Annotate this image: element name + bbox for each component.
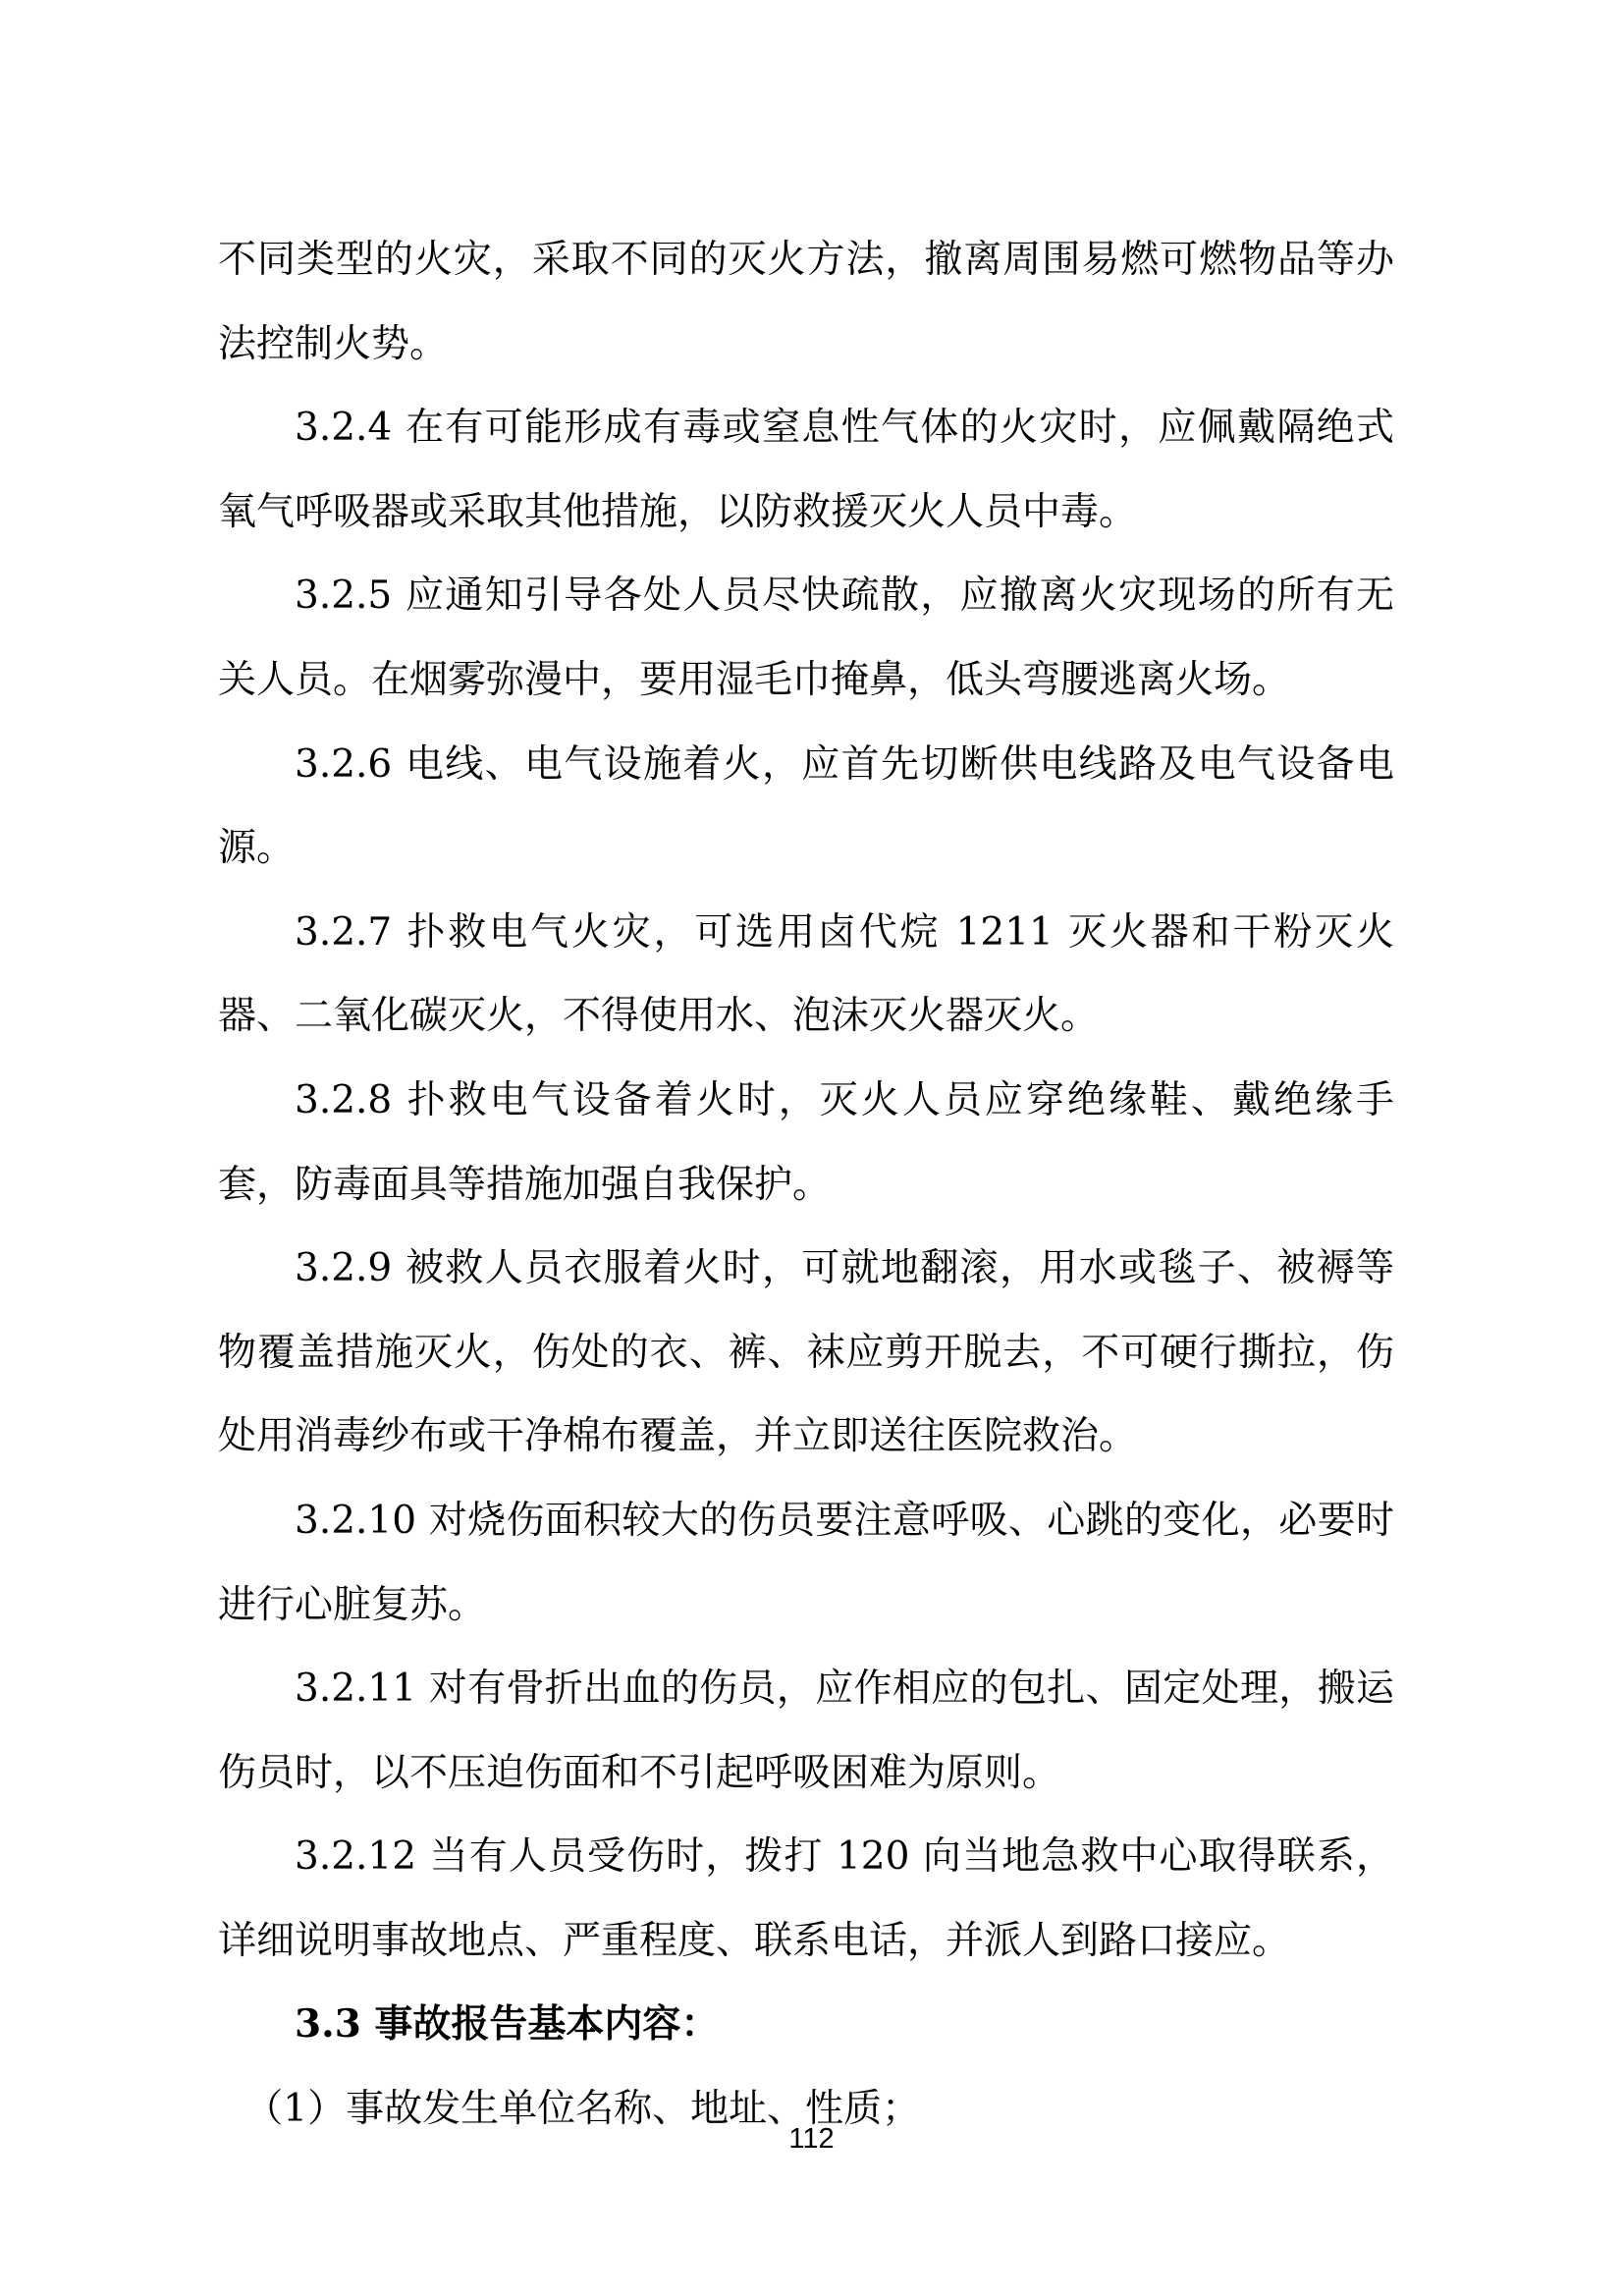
- page-number: 112: [788, 2123, 835, 2155]
- body-paragraph: 3.2.12 当有人员受伤时，拨打 120 向当地急救中心取得联系，详细说明事故地点、严重程度、联系电话，并派人到路口接应。: [218, 1834, 1394, 1963]
- body-paragraph: 3.2.5 应通知引导各处人员尽快疏散，应撤离火灾现场的所有无关人员。在烟雾弥漫中，要用湿毛巾掩鼻，低头弯腰逃离火场。: [218, 574, 1394, 702]
- body-paragraph: 3.2.11 对有骨折出血的伤员，应作相应的包扎、固定处理，搬运伤员时，以不压迫伤面和不引起呼吸困难为原则。: [218, 1667, 1394, 1795]
- document-body: [218, 218, 1394, 2152]
- body-paragraph: 不同类型的火灾，采取不同的灭火方法，撤离周围易燃可燃物品等办法控制火势。: [218, 238, 1394, 366]
- body-paragraph: （1）事故发生单位名称、地址、性质；: [244, 2087, 921, 2132]
- body-paragraph: 3.2.6 电线、电气设施着火，应首先切断供电线路及电气设备电源。: [218, 741, 1394, 871]
- body-paragraph: 3.2.8 扑救电气设备着火时，灭火人员应穿绝缘鞋、戴绝缘手套，防毒面具等措施加强自我保护。: [218, 1077, 1394, 1207]
- body-paragraph: 3.2.10 对烧伤面积较大的伤员要注意呼吸、心跳的变化，必要时进行心脏复苏。: [218, 1498, 1394, 1627]
- body-paragraph: 3.2.7 扑救电气火灾，可选用卤代烷 1211 灭火器和干粉灭火器、二氧化碳灭火，不得使用水、泡沫灭火器灭火。: [218, 909, 1394, 1039]
- body-paragraph: 3.2.4 在有可能形成有毒或窒息性气体的火灾时，应佩戴隔绝式氧气呼吸器或采取其他措施，以防救援灭火人员中毒。: [218, 406, 1394, 534]
- body-paragraph: 3.2.9 被救人员衣服着火时，可就地翻滚，用水或毯子、被褥等物覆盖措施灭火，伤处的衣、裤、袜应剪开脱去，不可硬行撕拉，伤处用消毒纱布或干净棉布覆盖，并立即送往医院救治。: [218, 1246, 1394, 1459]
- body-paragraph: 3.3 事故报告基本内容：: [295, 2001, 720, 2048]
